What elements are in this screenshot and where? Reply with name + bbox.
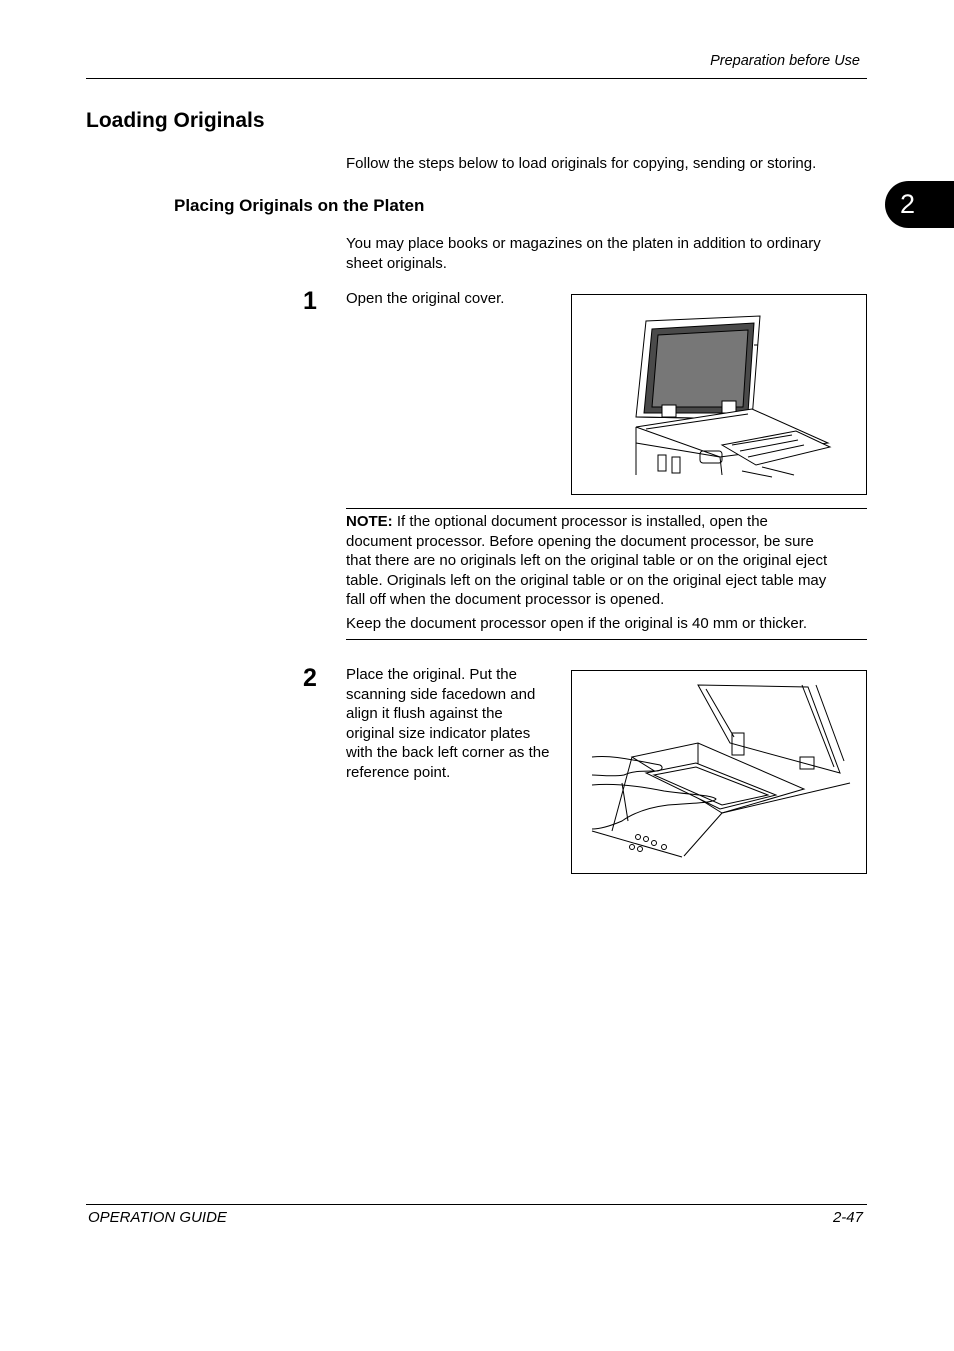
step-text-line: reference point. — [346, 763, 451, 781]
page-title: Loading Originals — [86, 109, 265, 132]
figure-place-original — [571, 670, 867, 874]
step-number: 2 — [303, 664, 317, 692]
step-text: Open the original cover. — [346, 290, 505, 307]
page-number: 2-47 — [832, 1209, 863, 1226]
intro-text: Follow the steps below to load originals for copying, sending or storing. — [346, 155, 817, 172]
subsection-title: Placing Originals on the Platen — [174, 196, 425, 215]
note-line: that there are no originals left on the original table or on the original eject — [346, 552, 828, 569]
subsection-intro-line: You may place books or magazines on the platen in addition to ordinary — [346, 235, 821, 252]
step-text — [346, 665, 566, 782]
note-top-rule — [346, 508, 867, 509]
note-bottom-rule — [346, 639, 867, 640]
note-text: If the optional document processor is installed, open the — [396, 513, 768, 530]
note-block — [346, 512, 867, 633]
running-header: Preparation before Use — [710, 53, 860, 69]
step-text-line: with the back left corner as the — [346, 744, 550, 761]
note-extra: Keep the document processor open if the original is 40 mm or thicker. — [346, 614, 808, 632]
header-rule — [86, 78, 867, 79]
footer-rule — [86, 1204, 867, 1205]
figure-open-cover — [571, 294, 867, 495]
step-text-line: original size indicator plates — [346, 724, 531, 742]
step-text-line: scanning side facedown and — [346, 685, 536, 703]
chapter-tab: 2 — [885, 181, 954, 228]
note-line: document processor. Before opening the document processor, be sure — [346, 532, 814, 550]
subsection-intro — [346, 234, 821, 273]
step-number: 1 — [303, 287, 317, 315]
note-line: table. Originals left on the original table or on the original eject table may — [346, 571, 827, 589]
note-label: NOTE: — [346, 513, 393, 530]
note-first-line — [346, 512, 867, 532]
step-text-line: align it flush against the — [346, 705, 503, 722]
placing-original-illustration — [572, 671, 865, 872]
step-text-line: Place the original. Put the — [346, 666, 517, 683]
note-line: fall off when the document processor is opened. — [346, 591, 665, 608]
subsection-intro-line: sheet originals. — [346, 254, 447, 272]
copier-open-cover-illustration — [572, 295, 865, 493]
footer-guide-title: OPERATION GUIDE — [88, 1209, 227, 1226]
